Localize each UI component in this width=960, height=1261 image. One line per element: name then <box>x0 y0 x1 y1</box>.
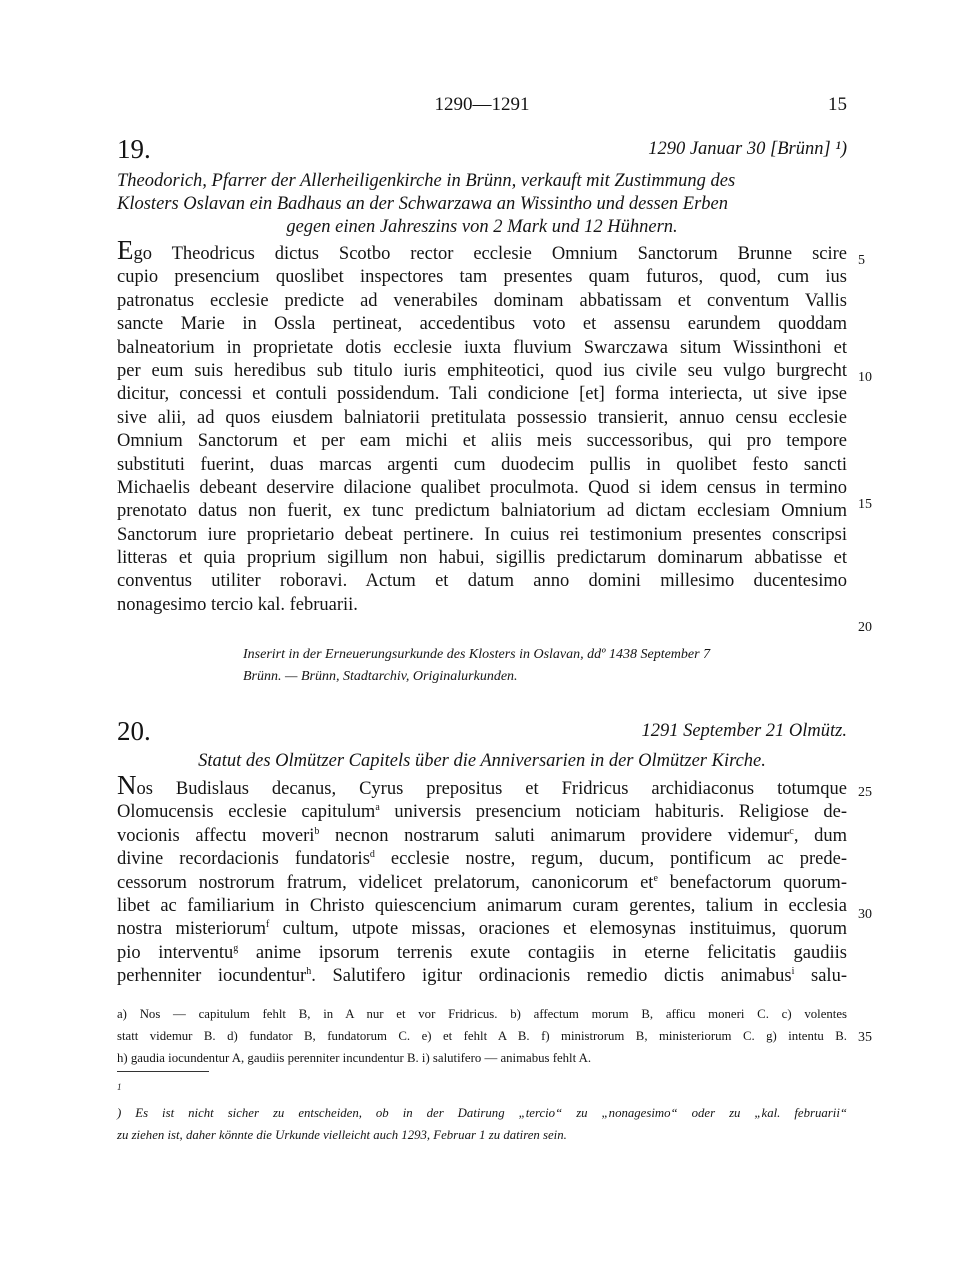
text-line <box>117 801 847 824</box>
text-segment: necnon nostrarum saluti animarum providere videmur <box>319 825 790 846</box>
variant-marker: f <box>265 919 270 931</box>
text-line: sive alii, ad quos eiusdem balniatorii pretitulata possessio transierit, annuo censu ecclesie <box>117 407 847 428</box>
page-number: 15 <box>828 94 847 115</box>
variant-marker: g <box>233 942 239 954</box>
line-number: 20 <box>858 620 872 635</box>
text-line: Omnium Sanctorum et per eam michi et aliis meis successoribus, qui pro tempore <box>117 431 847 452</box>
text-segment: universis presencium noticiam habituris. Religiose de- <box>379 802 847 823</box>
text-line: prenotato datus non fuerit, ex tunc predictum balniatorium ad dictam ecclesiam Omnium <box>117 501 847 522</box>
text-segment: nostra misteriorum <box>117 919 266 940</box>
line-number: 15 <box>858 497 872 512</box>
footnote-line: zu ziehen ist, daher könnte die Urkunde vielleicht auch 1293, Februar 1 zu datiren sein. <box>117 1128 567 1143</box>
doc19-number: 19. <box>117 134 151 164</box>
text-line: patronatus ecclesie predicte ad venerabiles dominam abbatissam et conventum Vallis <box>117 290 847 311</box>
text-line: dicitur, concessi et contuli possidendum. Tali condicione [et] forma interiecta, ut sive ipse <box>117 384 847 405</box>
variant-line: statt videmur B. d) fundator B, fundatorum C. e) et fehlt A B. f) ministrorum B, ministeriorum C. g) intentu B. <box>117 1029 847 1043</box>
text-line: sancte Marie in Ossla pertineat, accedentibus voto et assensu earundem quoddam <box>117 314 847 335</box>
doc20-text <box>117 770 847 989</box>
text-line: per eum suis heredibus sub titulo iuris emphiteotici, quod ius civile seu vulgo burgrecht <box>117 360 847 381</box>
text-line: Michaelis debeant deservire dilacione qualibet proculmota. Quod si idem census in termino <box>117 477 847 498</box>
regest-line: gegen einen Jahreszins von 2 Mark und 12 Hühnern. <box>286 217 678 237</box>
variant-marker: d <box>369 849 375 861</box>
text-segment: cultum, utpote missas, oraciones et elemosynas instituimus, quorum <box>269 919 847 940</box>
text-segment: ecclesie nostre, regum, ducum, pontificum ac prede- <box>374 849 847 870</box>
footnote-marker: 1 <box>117 1082 122 1092</box>
text-line <box>117 895 847 918</box>
text-line: nonagesimo tercio kal. februarii. <box>117 594 358 615</box>
footnote-divider <box>117 1071 209 1072</box>
variant-marker: h <box>306 965 312 977</box>
variant-line: h) gaudia iocundentur A, gaudiis perenniter incundentur B. i) salutifero — animabus fehlt A. <box>117 1051 592 1065</box>
text-line: cupio presencium quoslibet inspectores tam presentes quam futuros, quod, cum ius <box>117 267 847 288</box>
doc20-number: 20. <box>117 716 151 746</box>
doc19-date: 1290 Januar 30 [Brünn] ¹) <box>648 139 847 159</box>
variant-marker: e <box>653 872 658 884</box>
source-line: Inserirt in der Erneuerungsurkunde des Klosters in Oslavan, ddº 1438 September 7 <box>243 647 711 662</box>
text-line <box>117 235 847 266</box>
text-segment: divine recordacionis fundatoris <box>117 849 370 870</box>
initial-letter: E <box>117 235 134 265</box>
variant-line: a) Nos — capitulum fehlt B, in A nur et vor Fridricus. b) affectum morum B, afficu moneri C. c) volentes <box>117 1007 847 1021</box>
running-head-years: 1290—1291 <box>434 94 530 115</box>
text-segment: Olomucensis ecclesie capitulum <box>117 802 376 823</box>
line-number: 25 <box>858 785 872 800</box>
text-line <box>117 918 847 941</box>
text-line <box>117 965 847 988</box>
doc20-regest <box>117 750 847 773</box>
footnote-text: ) Es ist nicht sicher zu entscheiden, ob in der Datirung „tercio“ zu „nonagesimo“ oder zu „kal. februarii“ <box>117 1106 847 1121</box>
text-segment: perhenniter iocundentur <box>117 966 307 987</box>
doc19-text <box>117 235 847 617</box>
text-segment: vocionis affectu moveri <box>117 825 315 846</box>
variant-marker: i <box>791 965 795 977</box>
text-line <box>117 770 847 801</box>
doc19-regest <box>117 170 847 239</box>
text-segment: . Salutifero igitur ordinacionis remedio dictis animabus <box>311 966 792 987</box>
text-segment: , dum <box>793 825 847 846</box>
line-number: 35 <box>858 1030 872 1045</box>
text-line: substituti fuerint, duas marcas argenti cum duodecim pullis in quolibet festo sancti <box>117 454 847 475</box>
variant-marker: b <box>314 825 320 837</box>
text-segment: anime ipsorum terrenis exute contagiis in eterne felicitatis gaudiis <box>238 942 847 963</box>
regest-line: Klosters Oslavan ein Badhaus an der Schwarzawa an Wissintho und dessen Erben <box>117 194 729 214</box>
text-line: Sanctorum iure proprietario debeat pertinere. In cuius rei testimonium presentes conscripsi <box>117 524 847 545</box>
variant-marker: c <box>789 825 794 837</box>
text-segment: salu- <box>794 966 847 987</box>
text-line: conventus utiliter roboravi. Actum et datum anno domini millesimo ducentesimo <box>117 571 847 592</box>
line-number: 30 <box>858 907 872 922</box>
text-line <box>117 872 847 895</box>
text-line <box>117 942 847 965</box>
doc19-source-note <box>243 644 847 688</box>
variant-apparatus <box>117 1003 847 1069</box>
source-line: Brünn. — Brünn, Stadtarchiv, Originalurkunden. <box>243 669 518 684</box>
regest-line: Statut des Olmützer Capitels über die Anniversarien in der Olmützer Kirche. <box>198 751 766 771</box>
footnote <box>117 1076 847 1146</box>
initial-letter: N <box>117 770 137 800</box>
text-segment: libet ac familiarium in Christo quiescencium animarum curam gerentes, talium in ecclesia <box>117 895 847 916</box>
variant-marker: a <box>375 802 380 814</box>
text-line <box>117 848 847 871</box>
running-head <box>117 94 847 118</box>
text-line: litteras et quia proprium sigillum non habui, sigillis predictarum dominarum abbatisse et <box>117 548 847 569</box>
line-number: 5 <box>858 253 865 268</box>
doc20-date: 1291 September 21 Olmütz. <box>641 721 847 741</box>
text-segment: cessorum nostrorum fratrum, videlicet prelatorum, canonicorum et <box>117 872 654 893</box>
text-line: balneatorium in proprietate dotis ecclesie iuxta fluvium Swarczawa situm Wissinthoni et <box>117 337 847 358</box>
regest-line: Theodorich, Pfarrer der Allerheiligenkirche in Brünn, verkauft mit Zustimmung des <box>117 171 736 191</box>
text-line <box>117 825 847 848</box>
doc20-heading <box>117 716 847 746</box>
text-line-content: os Budislaus decanus, Cyrus prepositus et Fridricus archidiaconus totumque <box>136 779 847 799</box>
footnote-line <box>117 1076 847 1124</box>
text-segment: pio interventu <box>117 942 234 963</box>
line-number: 10 <box>858 370 872 385</box>
text-line-content: go Theodricus dictus Scotbo rector ecclesie Omnium Sanctorum Brunne scire <box>133 244 847 264</box>
text-segment: benefactorum quorum- <box>657 872 847 893</box>
doc19-heading <box>117 134 847 164</box>
